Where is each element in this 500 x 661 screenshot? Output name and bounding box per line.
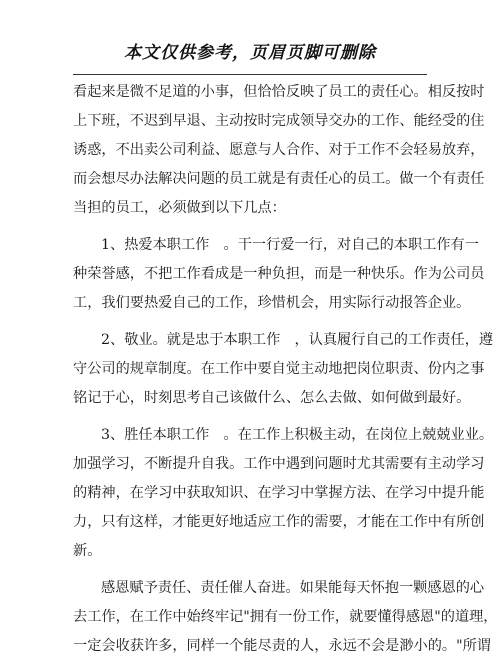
text-line: 一定会收获许多，同样一个能尽责的人，永远不会是渺小的。"所谓	[73, 638, 491, 654]
text-line: 新。	[73, 543, 102, 559]
text-line: 种荣誉感，不把工作看成是一种负担，而是一种快乐。作为公司员	[73, 266, 485, 282]
text-line: 当担的员工，必须做到以下几点：	[73, 200, 286, 216]
text-line: 守公司的规章制度。在工作中要自觉主动地把岗位职责、份内之事	[73, 361, 485, 377]
text-line: 工，我们要热爱自己的工作，珍惜机会，用实际行动报答企业。	[73, 295, 471, 311]
page-header: 本文仅供参考，页眉页脚可删除	[124, 43, 376, 63]
text-line: 诱惑，不出卖公司利益、愿意与人合作、对于工作不会轻易放弃，	[73, 142, 485, 158]
text-line: 2、敬业。就是忠于本职工作 ，认真履行自己的工作责任，遵	[101, 332, 494, 348]
text-line: 力，只有这样，才能更好地适应工作的需要，才能在工作中有所创	[73, 514, 485, 530]
text-line: 去工作，在工作中始终牢记"拥有一份工作，就要懂得感恩"的道理，	[73, 609, 498, 625]
text-line: 3、胜任本职工作 。在工作上积极主动，在岗位上兢兢业业。	[101, 427, 494, 443]
document-body	[73, 78, 498, 661]
text-line: 的精神，在学习中获取知识、在学习中掌握方法、在学习中提升能	[73, 485, 485, 501]
text-line: 感恩赋予责任、责任催人奋进。如果能每天怀抱一颗感恩的心	[101, 580, 485, 596]
header-divider	[73, 74, 427, 75]
text-line: 而会想尽办法解决问题的员工就是有责任心的员工。做一个有责任	[73, 171, 485, 187]
text-line: 看起来是微不足道的小事，但恰恰反映了员工的责任心。相反按时	[73, 84, 485, 100]
text-line: 铭记于心，时刻思考自己该做什么、怎么去做、如何做到最好。	[73, 390, 471, 406]
text-line: 上下班，不迟到早退、主动按时完成领导交办的工作、能经受的住	[73, 113, 485, 129]
text-line: 1、热爱本职工作 。干一行爱一行，对自己的本职工作有一	[101, 237, 479, 253]
text-line: 加强学习，不断提升自我。工作中遇到问题时尤其需要有主动学习	[73, 456, 485, 472]
